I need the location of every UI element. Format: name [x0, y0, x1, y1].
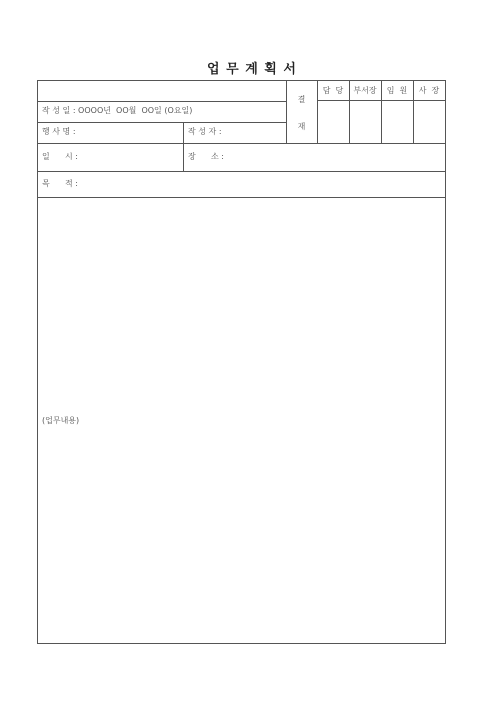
approval-col-president: 사 장 — [418, 86, 440, 95]
work-content-placeholder: (업무내용) — [42, 416, 80, 425]
purpose-field: 목 적 : — [42, 179, 78, 188]
row-line-4 — [38, 171, 445, 172]
approval-col-dept-head: 부서장 — [353, 86, 377, 95]
place-field: 장 소 : — [188, 152, 224, 161]
schedule-field: 일 시 : — [42, 152, 78, 161]
event-author-divider — [183, 122, 184, 171]
author-field: 작 성 자 : — [188, 127, 222, 136]
approval-col-executive: 임 원 — [386, 86, 408, 95]
document-title: 업 무 계 획 서 — [207, 62, 297, 77]
approval-label-bottom: 재 — [297, 122, 306, 131]
approval-left-divider — [286, 81, 287, 143]
approval-header-line — [317, 100, 445, 101]
row-line-2 — [38, 122, 286, 123]
row-line-1 — [38, 101, 286, 102]
row-line-3 — [38, 143, 445, 144]
date-field: 작 성 일 : OOOO년 OO월 OO일 (O요일) — [42, 106, 193, 115]
work-plan-form — [37, 80, 446, 644]
approval-label-top: 결 — [297, 95, 306, 104]
row-line-5 — [38, 197, 445, 198]
event-name-field: 행 사 명 : — [42, 127, 76, 136]
approval-col-manager: 담 당 — [322, 86, 344, 95]
